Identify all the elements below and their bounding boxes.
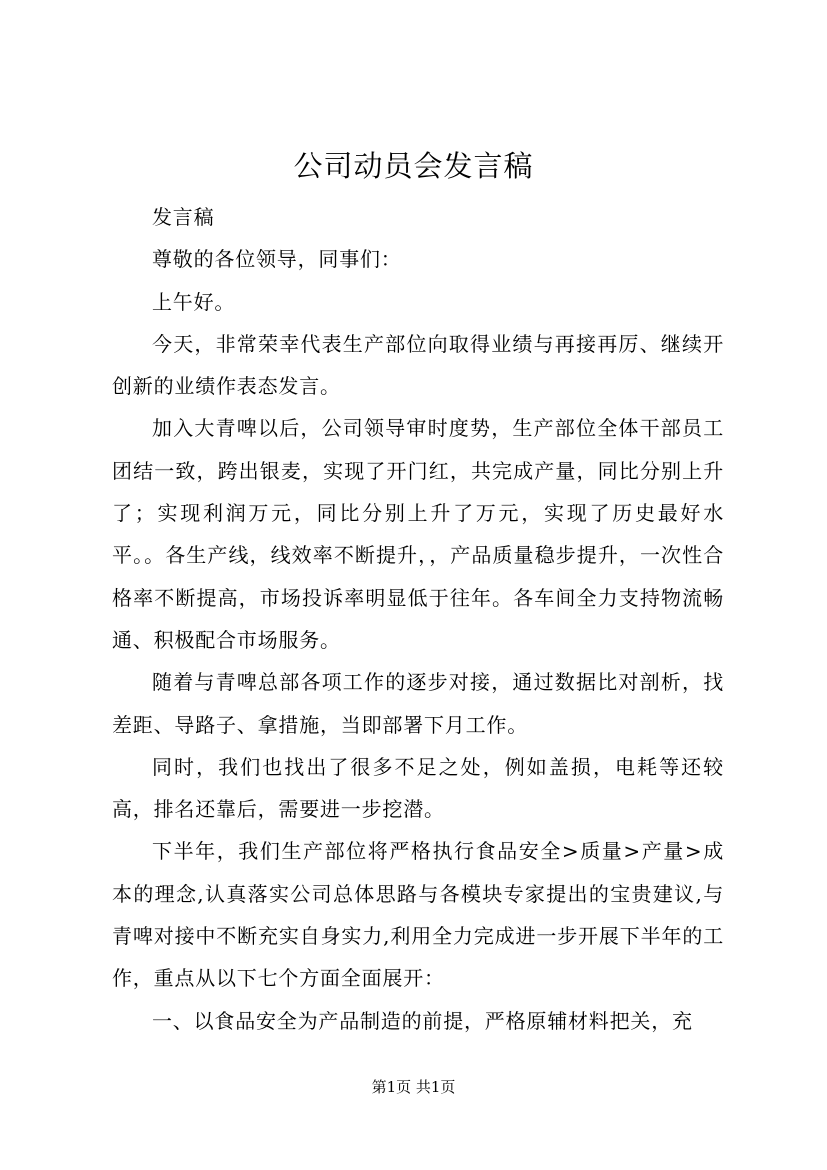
- paragraph-shortcomings: 同时，我们也找出了很多不足之处，例如盖损，电耗等还较高，排名还靠后，需要进一步挖潜。: [112, 754, 724, 822]
- page-footer: 第1页 共1页: [371, 1078, 456, 1096]
- paragraph-achievements: 加入大青啤以后，公司领导审时度势，生产部位全体干部员工团结一致，跨出银麦，实现了开门红，共完成产量，同比分别上升了；实现利润万元，同比分别上升了万元，实现了历史最好水平。。各生产线，线效率不断提升，，产品质量稳步提升，一次性合格率不断提高，市场投诉率明显低于往年。各车间全力支持物流畅通、积极配合市场服务。: [112, 416, 724, 652]
- paragraph-greeting: 上午好。: [152, 289, 236, 314]
- document-body: [112, 196, 724, 1042]
- document-title: 公司动员会发言稿: [293, 149, 534, 183]
- paragraph-alignment: 随着与青啤总部各项工作的逐步对接，通过数据比对剖析，找差距、导路子、拿措施，当即部署下月工作。: [112, 670, 724, 737]
- paragraph-salutation: 尊敬的各位领导，同事们：: [152, 247, 402, 272]
- paragraph-point-one: 一、以食品安全为产品制造的前提，严格原辅材料把关，充: [152, 1008, 693, 1033]
- paragraph-plan: 下半年，我们生产部位将严格执行食品安全>质量>产量>成本的理念,认真落实公司总体思路与各模块专家提出的宝贵建议,与青啤对接中不断充实自身实力,利用全力完成进一步开展下半年的工作，重点从以下七个方面全面展开：: [112, 839, 724, 991]
- paragraph-intro: 今天，非常荣幸代表生产部位向取得业绩与再接再厉、继续开创新的业绩作表态发言。: [112, 331, 724, 399]
- paragraph-heading: 发言稿: [152, 205, 215, 229]
